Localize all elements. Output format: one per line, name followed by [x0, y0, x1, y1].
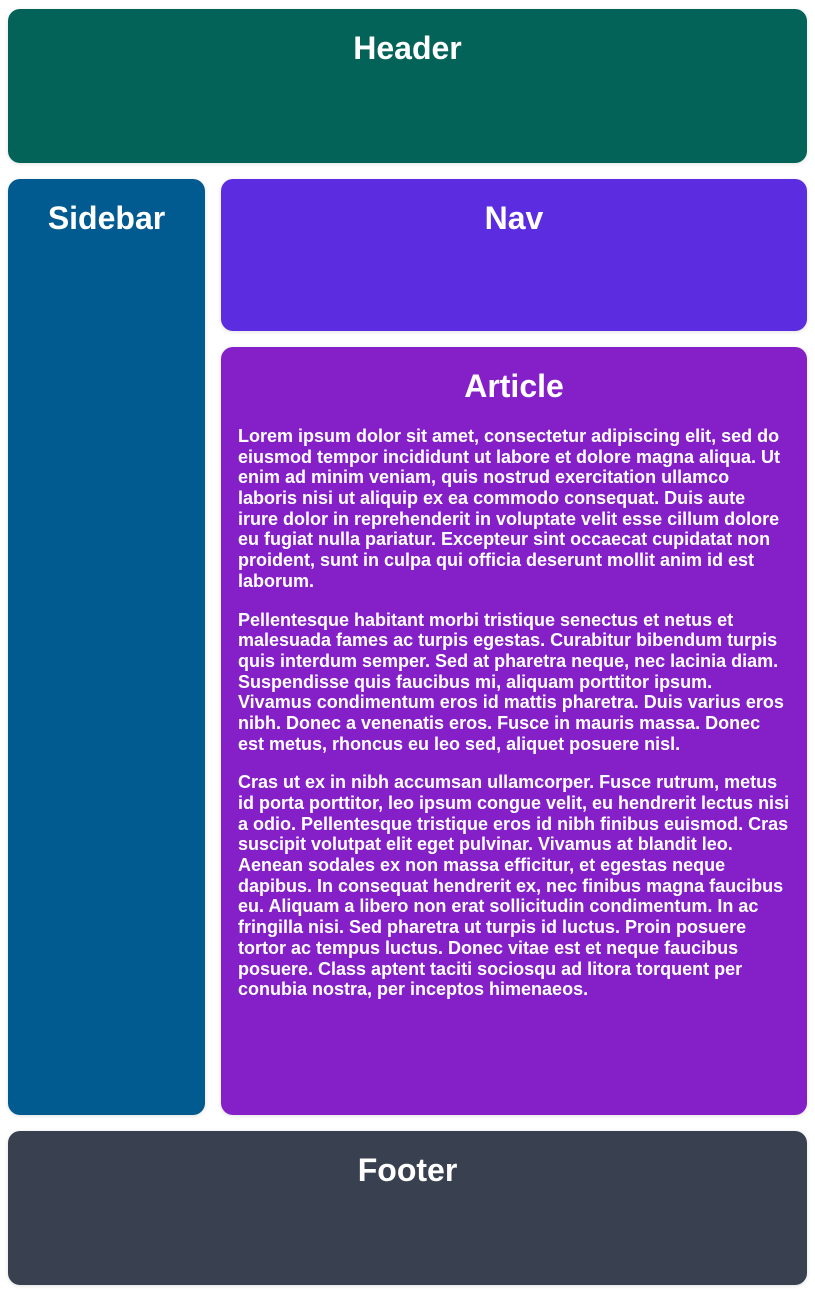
article-paragraph-2: Pellentesque habitant morbi tristique senectus et netus et malesuada fames ac turpis egestas. Curabitur bibendum turpis quis interdum semper. Sed at pharetra neque, nec lacinia diam. Suspendisse quis faucibus mi, aliquam porttitor ipsum. Vivamus condimentum eros id mattis pharetra. Duis varius eros nibh. Donec a venenatis eros. Fusce in mauris massa. Donec est metus, rhoncus eu leo sed, aliquet posuere nisl. — [238, 609, 784, 754]
sidebar-section — [8, 179, 205, 1115]
nav-section — [221, 179, 807, 331]
article-paragraph-1: Lorem ipsum dolor sit amet, consectetur adipiscing elit, sed do eiusmod tempor incididunt ut labore et dolore magna aliqua. Ut enim ad minim veniam, quis nostrud exercitation ullamco laboris nisi ut aliquip ex ea commodo consequat. Duis aute irure dolor in reprehenderit in voluptate velit esse cillum dolore eu fugiat nulla pariatur. Excepteur sint occaecat cupidatat non proident, sunt in culpa qui officia deserunt mollit anim id est laborum. — [238, 426, 781, 591]
header-section — [8, 9, 807, 163]
header-title: Header — [353, 30, 462, 66]
footer-title: Footer — [357, 1152, 458, 1188]
nav-title: Nav — [484, 200, 544, 236]
article-title: Article — [464, 368, 564, 404]
article-paragraph-3: Cras ut ex in nibh accumsan ullamcorper. Fusce rutrum, metus id porta porttitor, leo ipsum congue velit, eu hendrerit lectus nisi a odio. Pellentesque tristique eros id nibh finibus euismod. Cras suscipit volutpat elit eget pulvinar. Vivamus at blandit leo. Aenean sodales ex non massa efficitur, et egestas neque dapibus. In consequat hendrerit ex, nec finibus magna faucibus eu. Aliquam a libero non erat sollicitudin condimentum. In ac fringilla nisi. Sed pharetra ut turpis id luctus. Proin posuere tortor ac tempus luctus. Donec vitae est et neque faucibus posuere. Class aptent taciti sociosqu ad litora torquent per conubia nostra, per inceptos himenaeos. — [238, 772, 790, 1000]
article-section — [221, 347, 807, 1115]
sidebar-title: Sidebar — [47, 200, 166, 236]
footer-section — [8, 1131, 807, 1285]
page-layout — [8, 9, 807, 1285]
